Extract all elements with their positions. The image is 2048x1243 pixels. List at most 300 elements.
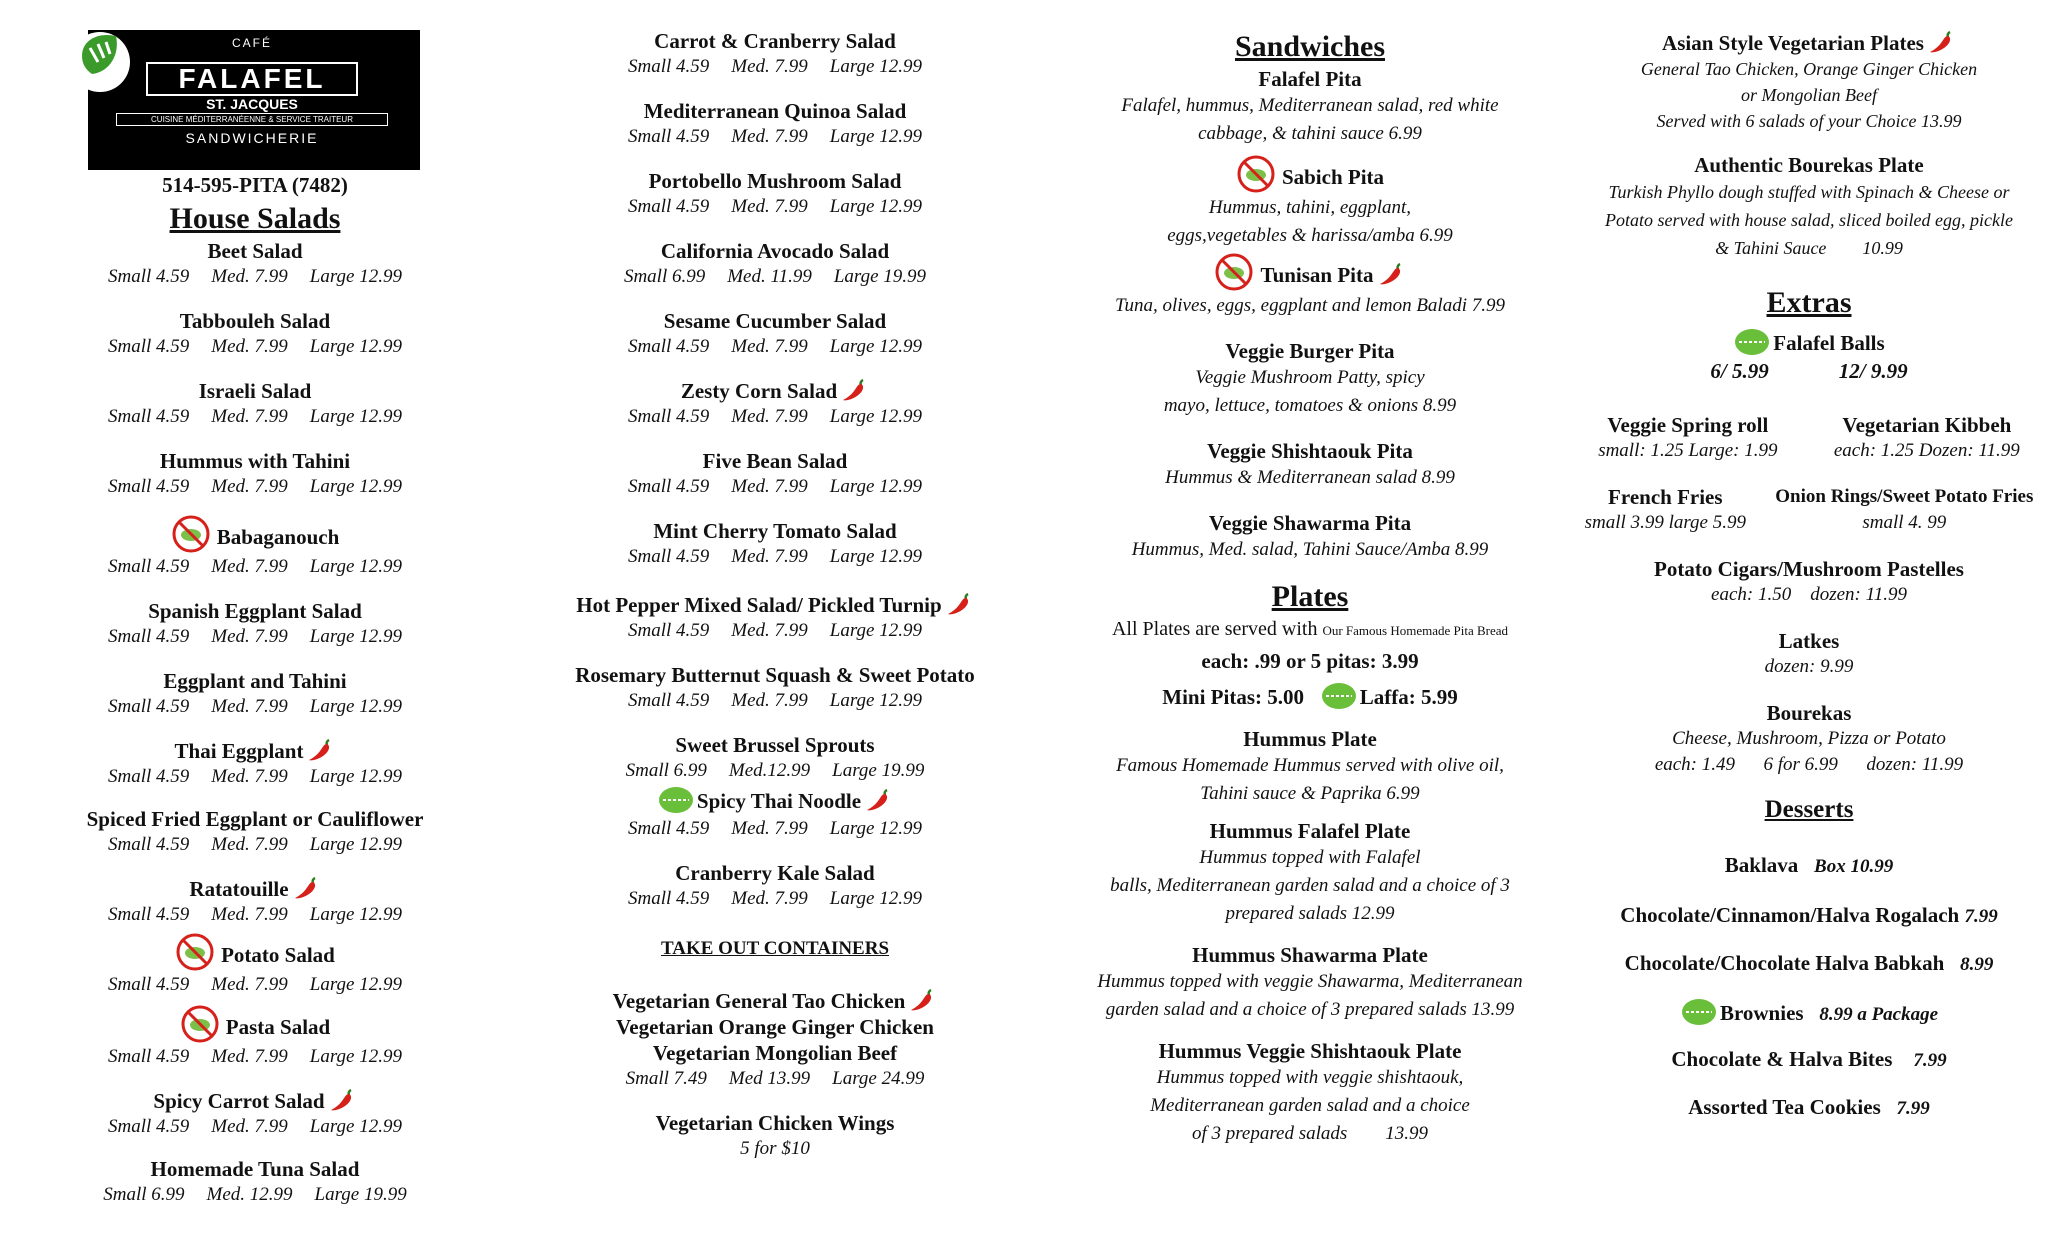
price-small: Small 4.59 — [628, 196, 710, 217]
item-name-row — [40, 1088, 470, 1114]
mini-pitas: Mini Pitas: 5.00 — [1162, 685, 1304, 709]
item-prices — [540, 124, 1010, 150]
price-large: Large 12.99 — [309, 476, 402, 497]
menu-item — [1570, 628, 2048, 680]
menu-item — [40, 598, 470, 650]
item-desc-1: Falafel, hummus, Mediterranean salad, red white — [1121, 95, 1499, 116]
not-vegan-icon — [171, 514, 211, 554]
column-sandwiches-plates — [1050, 0, 1570, 1148]
spicy-pepper-icon — [909, 988, 937, 1012]
spicy-pepper-icon — [329, 1088, 357, 1112]
item-name: Vegetarian Chicken Wings — [655, 1111, 895, 1135]
menu-item — [540, 28, 1010, 80]
item-prices — [540, 816, 1010, 842]
takeout-line-3: Vegetarian Mongolian Beef — [652, 1041, 898, 1065]
price-medium: Med. 7.99 — [211, 974, 288, 995]
price-small: Small 4.59 — [108, 336, 190, 357]
menu-item — [40, 1004, 470, 1070]
price-small: Small 4.59 — [108, 556, 190, 577]
menu-item — [1050, 66, 1570, 148]
item-desc-2: each: 1.49 6 for 6.99 dozen: 11.99 — [1654, 754, 1964, 775]
price-small: Small 4.59 — [108, 766, 190, 787]
price-medium: Med. 7.99 — [731, 56, 808, 77]
menu-item — [1570, 700, 2048, 778]
extras-row-1 — [1570, 412, 2048, 464]
price-small: Small 4.59 — [108, 266, 190, 287]
vegan-leaf-icon — [1680, 996, 1718, 1028]
menu-item — [40, 932, 470, 998]
price-medium: Med. 7.99 — [731, 196, 808, 217]
phone-number: 514-595-PITA (7482) — [162, 173, 348, 197]
item-desc-3: Served with 6 salads of your Choice 13.99 — [1656, 111, 1962, 131]
item-name: Hot Pepper Mixed Salad/ Pickled Turnip — [576, 593, 942, 617]
item-name: Sweet Brussel Sprouts — [675, 733, 875, 757]
menu-item — [1050, 252, 1570, 320]
item-desc-1: Cheese, Mushroom, Pizza or Potato — [1672, 728, 1946, 749]
dessert-brownies — [1570, 996, 2048, 1028]
spicy-pepper-icon — [1928, 30, 1956, 54]
price-medium: Med. 7.99 — [211, 266, 288, 287]
pita-extras-row — [1050, 680, 1570, 712]
item-prices — [40, 972, 470, 998]
item-prices — [540, 688, 1010, 714]
menu-item — [1570, 556, 2048, 608]
price-small: Small 4.59 — [108, 696, 190, 717]
item-desc-1: Tuna, olives, eggs, eggplant and lemon Baladi 7.99 — [1114, 295, 1505, 316]
item-price: small: 1.25 Large: 1.99 — [1598, 440, 1778, 461]
price-medium: Med. 7.99 — [211, 1116, 288, 1137]
item-prices — [40, 1114, 470, 1140]
item-name: Rosemary Butternut Squash & Sweet Potato — [575, 663, 975, 687]
item-prices — [540, 54, 1010, 80]
menu-item — [540, 1110, 1010, 1162]
item-prices — [40, 832, 470, 858]
item-desc-1: Hummus & Mediterranean salad 8.99 — [1165, 467, 1455, 488]
item-desc-2: balls, Mediterranean garden salad and a choice of 3 — [1110, 875, 1510, 896]
price-large: Large 12.99 — [309, 766, 402, 787]
item-name-row — [40, 876, 470, 902]
price-medium: Med. 7.99 — [731, 406, 808, 427]
menu-item — [40, 378, 470, 430]
logo-tagline: CUISINE MÉDITERRANÉENNE & SERVICE TRAITEUR — [116, 113, 388, 126]
item-desc-1: Hummus topped with Falafel — [1199, 847, 1421, 868]
takeout-line-2: Vegetarian Orange Ginger Chicken — [616, 1015, 934, 1039]
price-large: Large 12.99 — [829, 818, 922, 839]
item-name: Spicy Thai Noodle — [696, 789, 862, 813]
item-prices — [40, 902, 470, 928]
menu-item — [1570, 30, 2048, 134]
item-desc-1: Veggie Mushroom Patty, spicy — [1195, 367, 1425, 388]
price-small: Small 4.59 — [108, 476, 190, 497]
menu-item — [40, 448, 470, 500]
item-prices — [40, 474, 470, 500]
price-large: Large 12.99 — [309, 556, 402, 577]
column-extras-desserts — [1570, 0, 2048, 1122]
item-name: Zesty Corn Salad — [680, 379, 838, 403]
price-medium: Med. 7.99 — [731, 476, 808, 497]
item-name: Spicy Carrot Salad — [153, 1089, 325, 1113]
price-medium: Med. 7.99 — [211, 476, 288, 497]
column-more-salads — [540, 0, 1010, 1162]
item-name: Thai Eggplant — [174, 739, 304, 763]
item-price: each: 1.50 dozen: 11.99 — [1711, 584, 1907, 605]
menu-item — [540, 662, 1010, 714]
item-desc-1: Hummus topped with veggie shishtaouk, — [1156, 1067, 1464, 1088]
item-name: Brownies — [1719, 1001, 1804, 1025]
spicy-pepper-icon — [865, 788, 893, 812]
price-small: Small 4.59 — [628, 406, 710, 427]
menu-item — [1050, 726, 1570, 808]
spicy-pepper-icon — [841, 378, 869, 402]
item-name: Latkes — [1778, 629, 1840, 653]
price-medium: Med. 7.99 — [211, 626, 288, 647]
item-name: Hummus with Tahini — [159, 449, 351, 473]
item-name-row — [1570, 326, 2048, 358]
menu-item — [540, 378, 1010, 430]
price-medium: Med. 12.99 — [206, 1184, 293, 1205]
item-price: 5 for $10 — [740, 1138, 810, 1159]
price-large: Large 12.99 — [829, 406, 922, 427]
menu-item — [540, 860, 1010, 912]
price-large: Large 12.99 — [309, 974, 402, 995]
item-name-row — [540, 784, 1010, 816]
item-name: Veggie Burger Pita — [1225, 339, 1395, 363]
item-name-row — [540, 592, 1010, 618]
price-large: Large 12.99 — [309, 1046, 402, 1067]
price-small: Small 6.99 — [103, 1184, 185, 1205]
item-name: Falafel Balls — [1773, 331, 1885, 355]
item-name: Tunisan Pita — [1260, 263, 1374, 287]
price-large: Large 12.99 — [829, 336, 922, 357]
price-medium: Med. 7.99 — [211, 904, 288, 925]
item-prices — [40, 1044, 470, 1070]
item-desc-1: Hummus, tahini, eggplant, — [1208, 197, 1412, 218]
menu-item — [1585, 484, 1746, 536]
item-prices — [540, 264, 1010, 290]
menu-item — [40, 514, 470, 580]
price-small: Small 4.59 — [628, 56, 710, 77]
price-medium: Med. 7.99 — [211, 834, 288, 855]
item-name: Asian Style Vegetarian Plates — [1662, 31, 1924, 55]
price-large: Large 12.99 — [309, 696, 402, 717]
menu-item — [1050, 338, 1570, 420]
item-desc-3: prepared salads 12.99 — [1225, 903, 1395, 924]
menu-item — [1050, 942, 1570, 1024]
item-price: small 3.99 large 5.99 — [1584, 512, 1746, 533]
item-name: Mediterranean Quinoa Salad — [643, 99, 907, 123]
item-name: Chocolate/Cinnamon/Halva Rogalach — [1620, 903, 1960, 927]
item-name: Falafel Pita — [1258, 67, 1362, 91]
item-name: Mint Cherry Tomato Salad — [653, 519, 897, 543]
pita-price: each: .99 or 5 pitas: 3.99 — [1201, 649, 1419, 673]
item-price: 8.99 a Package — [1819, 1004, 1939, 1025]
menu-item — [540, 448, 1010, 500]
spicy-pepper-icon — [946, 592, 974, 616]
price-large: Large 12.99 — [829, 888, 922, 909]
item-prices — [40, 264, 470, 290]
item-prices — [40, 554, 470, 580]
item-name: Five Bean Salad — [702, 449, 848, 473]
not-vegan-icon — [1214, 252, 1254, 292]
item-desc-1: Hummus topped with veggie Shawarma, Mediterranean — [1097, 971, 1523, 992]
column-house-salads — [40, 0, 470, 1208]
price-small: Small 4.59 — [108, 406, 190, 427]
not-vegan-icon — [180, 1004, 220, 1044]
price-small: Small 6.99 — [623, 266, 706, 287]
menu-item — [1050, 510, 1570, 564]
price-large: Large 12.99 — [309, 834, 402, 855]
item-name: Tabbouleh Salad — [179, 309, 331, 333]
item-name: Sesame Cucumber Salad — [663, 309, 887, 333]
price-large: Large 19.99 — [832, 760, 925, 781]
price-medium: Med. 7.99 — [211, 766, 288, 787]
price-small: Small 4.59 — [108, 1116, 190, 1137]
price-medium: Med. 7.99 — [731, 546, 808, 567]
price-large: Large 19.99 — [314, 1184, 407, 1205]
menu-item — [540, 168, 1010, 220]
price-medium: Med. 7.99 — [731, 888, 808, 909]
sandwiches-heading: Sandwiches — [1234, 30, 1386, 63]
menu-item — [540, 518, 1010, 570]
price-small: Small 4.59 — [628, 476, 710, 497]
price-medium: Med. 7.99 — [211, 556, 288, 577]
price-large: Large 19.99 — [833, 266, 927, 287]
item-prices — [540, 404, 1010, 430]
price-small: Small 4.59 — [108, 1046, 190, 1067]
price-large: Large 12.99 — [309, 406, 402, 427]
price-large: Large 12.99 — [829, 690, 922, 711]
item-name: Hummus Plate — [1243, 727, 1377, 751]
price-large: Large 12.99 — [309, 266, 402, 287]
price-small: Small 7.49 — [625, 1068, 707, 1089]
item-name: Beet Salad — [207, 239, 303, 263]
menu-item — [540, 732, 1010, 784]
price-medium: Med. 11.99 — [727, 266, 812, 287]
takeout-line-1: Vegetarian General Tao Chicken — [612, 989, 906, 1013]
price-small: Small 4.59 — [628, 888, 710, 909]
extras-row-2 — [1570, 484, 2048, 536]
item-name: Veggie Shishtaouk Pita — [1207, 439, 1413, 463]
plates-note-a: All Plates are served with — [1111, 618, 1318, 640]
plates-note — [1050, 616, 1570, 644]
item-prices — [40, 694, 470, 720]
menu-item — [1598, 412, 1777, 464]
item-name: Spanish Eggplant Salad — [148, 599, 362, 623]
price-large: Large 12.99 — [309, 904, 402, 925]
item-prices — [540, 194, 1010, 220]
price-medium: Med 13.99 — [728, 1068, 811, 1089]
menu-item — [40, 308, 470, 360]
item-price: 7.99 — [1964, 906, 1998, 927]
house-salads-heading: House Salads — [169, 202, 341, 235]
logo-name: FALAFEL — [146, 62, 358, 96]
item-name: Potato Salad — [221, 943, 335, 967]
menu-item — [540, 238, 1010, 290]
item-prices — [40, 1182, 470, 1208]
price-medium: Med.12.99 — [728, 760, 811, 781]
item-prices — [540, 618, 1010, 644]
item-price: 7.99 — [1896, 1098, 1930, 1119]
item-name: Chocolate/Chocolate Halva Babkah — [1624, 951, 1945, 975]
item-name-row — [40, 738, 470, 764]
spicy-pepper-icon — [293, 876, 321, 900]
price-medium: Med. 7.99 — [731, 126, 808, 147]
item-name: French Fries — [1608, 485, 1723, 509]
item-desc-1: Turkish Phyllo dough stuffed with Spinach & Cheese or — [1608, 182, 2010, 202]
price-small: Small 4.59 — [628, 126, 710, 147]
item-prices — [540, 334, 1010, 360]
item-name: Israeli Salad — [198, 379, 312, 403]
item-name-row — [540, 378, 1010, 404]
price-small: Small 4.59 — [628, 336, 710, 357]
item-price: 8.99 — [1960, 954, 1994, 975]
price-small: Small 4.59 — [628, 818, 710, 839]
item-name-row — [40, 932, 470, 972]
item-desc-3: of 3 prepared salads 13.99 — [1191, 1123, 1429, 1144]
item-name: Hummus Shawarma Plate — [1192, 943, 1428, 967]
menu-item — [1775, 484, 2033, 536]
item-desc-2: Mediterranean garden salad and a choice — [1150, 1095, 1470, 1116]
item-name-row — [1050, 252, 1570, 292]
price-small: Small 6.99 — [625, 760, 707, 781]
item-name: Sabich Pita — [1281, 165, 1385, 189]
takeout-line-row — [540, 988, 1010, 1014]
item-name-row — [40, 514, 470, 554]
not-vegan-icon — [1236, 154, 1276, 194]
menu-item — [1050, 818, 1570, 928]
desserts-heading: Desserts — [1764, 796, 1854, 823]
menu-item — [40, 806, 470, 858]
dessert-cookies — [1570, 1094, 2048, 1122]
price-medium: Med. 7.99 — [731, 818, 808, 839]
menu-item — [40, 238, 470, 290]
price-medium: Med. 7.99 — [211, 696, 288, 717]
item-price: small 4. 99 — [1862, 512, 1947, 533]
takeout-heading: TAKE OUT CONTAINERS — [660, 938, 890, 959]
extras-heading: Extras — [1766, 286, 1852, 319]
price-6: 6/ 5.99 — [1710, 359, 1769, 383]
price-large: Large 12.99 — [829, 620, 922, 641]
takeout-prices — [540, 1066, 1010, 1092]
menu-item — [540, 592, 1010, 644]
item-name: Potato Cigars/Mushroom Pastelles — [1654, 557, 1964, 581]
item-prices — [540, 544, 1010, 570]
price-large: Large 24.99 — [832, 1068, 925, 1089]
price-large: Large 12.99 — [309, 336, 402, 357]
item-prices — [540, 758, 1010, 784]
laffa: Laffa: 5.99 — [1359, 685, 1458, 709]
menu-item — [1050, 438, 1570, 492]
item-desc-2: cabbage, & tahini sauce 6.99 — [1198, 123, 1422, 144]
price-large: Large 12.99 — [829, 476, 922, 497]
price-small: Small 4.59 — [628, 546, 710, 567]
not-vegan-icon — [175, 932, 215, 972]
item-desc-2: Tahini sauce & Paprika 6.99 — [1200, 783, 1420, 804]
vegan-leaf-icon — [1733, 326, 1771, 358]
price-large: Large 12.99 — [309, 626, 402, 647]
falafel-balls-prices — [1570, 358, 2048, 384]
item-price: each: 1.25 Dozen: 11.99 — [1833, 440, 2020, 461]
price-medium: Med. 7.99 — [731, 620, 808, 641]
item-desc-2: garden salad and a choice of 3 prepared salads 13.99 — [1105, 999, 1515, 1020]
plates-note-b: Our Famous Homemade Pita Bread — [1322, 623, 1509, 638]
menu-item — [540, 784, 1010, 842]
dessert-babkah — [1570, 950, 2048, 978]
price-large: Large 12.99 — [829, 546, 922, 567]
price-medium: Med. 7.99 — [731, 336, 808, 357]
price-large: Large 12.99 — [309, 1116, 402, 1137]
item-desc-1: General Tao Chicken, Orange Ginger Chicken — [1640, 59, 1978, 79]
item-name: Hummus Veggie Shishtaouk Plate — [1158, 1039, 1462, 1063]
menu-item — [540, 308, 1010, 360]
item-price: 7.99 — [1913, 1050, 1947, 1071]
price-large: Large 12.99 — [829, 126, 922, 147]
item-prices — [40, 404, 470, 430]
item-name: Chocolate & Halva Bites — [1671, 1047, 1893, 1071]
item-name-row — [1050, 154, 1570, 194]
vegan-leaf-icon — [657, 784, 695, 816]
menu-item — [540, 98, 1010, 150]
menu-item — [40, 1088, 470, 1140]
menu-item — [40, 876, 470, 928]
item-name: Veggie Shawarma Pita — [1208, 511, 1412, 535]
price-small: Small 4.59 — [108, 834, 190, 855]
item-name: California Avocado Salad — [660, 239, 890, 263]
price-medium: Med. 7.99 — [211, 336, 288, 357]
item-prices — [540, 886, 1010, 912]
menu-item — [40, 1156, 470, 1208]
item-name: Ratatouille — [189, 877, 289, 901]
logo-cafe: CAFÉ — [231, 36, 272, 50]
price-12: 12/ 9.99 — [1838, 359, 1908, 383]
menu-item — [40, 738, 470, 790]
dessert-baklava — [1570, 852, 2048, 880]
item-desc-2: mayo, lettuce, tomatoes & onions 8.99 — [1163, 395, 1457, 416]
item-prices — [40, 764, 470, 790]
item-name: Cranberry Kale Salad — [675, 861, 875, 885]
price-small: Small 4.59 — [108, 626, 190, 647]
dessert-bites — [1570, 1046, 2048, 1074]
dessert-rogalach — [1570, 902, 2048, 930]
price-small: Small 4.59 — [628, 690, 710, 711]
menu-item — [1050, 1038, 1570, 1148]
item-name: Eggplant and Tahini — [163, 669, 347, 693]
item-name: Assorted Tea Cookies — [1688, 1095, 1881, 1119]
price-large: Large 12.99 — [829, 196, 922, 217]
item-prices — [40, 624, 470, 650]
item-name: Onion Rings/Sweet Potato Fries — [1775, 486, 2034, 507]
item-price: dozen: 9.99 — [1764, 656, 1854, 677]
item-name: Veggie Spring roll — [1607, 413, 1769, 437]
menu-item — [1834, 412, 2020, 464]
item-price: Box 10.99 — [1814, 856, 1894, 877]
item-name: Authentic Bourekas Plate — [1694, 153, 1924, 177]
price-medium: Med. 7.99 — [211, 406, 288, 427]
item-name: Pasta Salad — [225, 1015, 331, 1039]
logo-location: ST. JACQUES — [206, 96, 298, 112]
vegan-leaf-icon — [1320, 680, 1358, 712]
price-large: Large 12.99 — [829, 56, 922, 77]
item-name: Bourekas — [1766, 701, 1852, 725]
spicy-pepper-icon — [1378, 262, 1406, 286]
item-prices — [40, 334, 470, 360]
item-name: Vegetarian Kibbeh — [1842, 413, 2012, 437]
plates-heading: Plates — [1271, 580, 1349, 613]
item-desc-3: & Tahini Sauce 10.99 — [1715, 238, 1903, 258]
takeout-block — [540, 988, 1010, 1092]
item-name-row — [1570, 30, 2048, 56]
item-name: Babaganouch — [216, 525, 340, 549]
